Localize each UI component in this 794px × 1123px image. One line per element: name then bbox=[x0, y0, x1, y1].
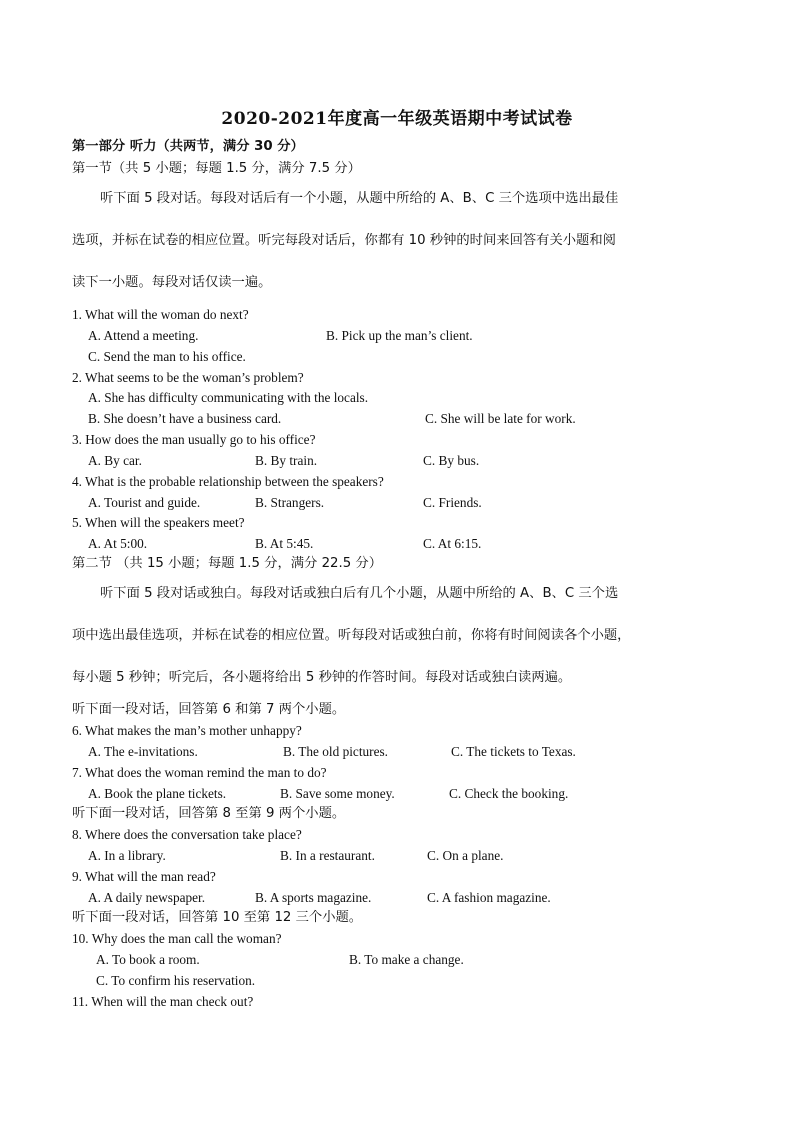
page-title: 2020-2021年度高一年级英语期中考试试卷 bbox=[221, 109, 573, 129]
option-3b: B. By train. bbox=[255, 453, 318, 468]
option-9c: C. A fashion magazine. bbox=[427, 890, 551, 905]
instruction-line: 听下面 5 段对话或独白。每段对话或独白后有几个小题，从题中所给的 A、B、C 三个选 bbox=[100, 586, 619, 601]
section2-instructions bbox=[72, 573, 732, 699]
option-2c: C. She will be late for work. bbox=[425, 411, 576, 426]
question-8: 8. Where does the conversation take place? bbox=[72, 827, 302, 842]
question-9: 9. What will the man read? bbox=[72, 869, 216, 884]
option-10b: B. To make a change. bbox=[349, 952, 464, 967]
instruction-line: 每小题 5 秒钟；听完后，各小题将给出 5 秒钟的作答时间。每段对话或独白读两遍。 bbox=[72, 670, 572, 685]
group-instruction-3: 听下面一段对话，回答第 10 至第 12 三个小题。 bbox=[72, 910, 363, 925]
question-1: 1. What will the woman do next? bbox=[72, 307, 249, 322]
question-3: 3. How does the man usually go to his office? bbox=[72, 432, 316, 447]
option-4b: B. Strangers. bbox=[255, 495, 325, 510]
option-9b: B. A sports magazine. bbox=[255, 890, 372, 905]
option-5a: A. At 5:00. bbox=[88, 536, 148, 551]
question-4: 4. What is the probable relationship between the speakers? bbox=[72, 474, 384, 489]
option-8b: B. In a restaurant. bbox=[280, 848, 375, 863]
option-2b: B. She doesn’t have a business card. bbox=[88, 411, 282, 426]
question-10: 10. Why does the man call the woman? bbox=[72, 931, 282, 946]
option-5b: B. At 5:45. bbox=[255, 536, 314, 551]
option-3a: A. By car. bbox=[88, 453, 142, 468]
question-6: 6. What makes the man’s mother unhappy? bbox=[72, 723, 302, 738]
option-7a: A. Book the plane tickets. bbox=[88, 786, 227, 801]
option-7b: B. Save some money. bbox=[280, 786, 395, 801]
option-9a: A. A daily newspaper. bbox=[88, 890, 206, 905]
option-6a: A. The e-invitations. bbox=[88, 744, 198, 759]
section1-instructions bbox=[72, 178, 732, 304]
instruction-line: 项中选出最佳选项，并标在试卷的相应位置。听每段对话或独白前，你将有时间阅读各个小题， bbox=[72, 628, 631, 643]
question-11: 11. When will the man check out? bbox=[72, 994, 254, 1009]
option-7c: C. Check the booking. bbox=[449, 786, 569, 801]
option-1b: B. Pick up the man’s client. bbox=[326, 328, 473, 343]
question-2: 2. What seems to be the woman’s problem? bbox=[72, 370, 304, 385]
option-3c: C. By bus. bbox=[423, 453, 480, 468]
option-6c: C. The tickets to Texas. bbox=[451, 744, 576, 759]
option-1c: C. Send the man to his office. bbox=[88, 349, 246, 364]
section2-heading: 第二节 （共 15 小题；每题 1.5 分，满分 22.5 分） bbox=[72, 556, 383, 571]
instruction-line: 读下一小题。每段对话仅读一遍。 bbox=[72, 275, 272, 290]
question-5: 5. When will the speakers meet? bbox=[72, 515, 245, 530]
instruction-line: 选项，并标在试卷的相应位置。听完每段对话后，你都有 10 秒钟的时间来回答有关小题和阅 bbox=[72, 233, 616, 248]
option-4a: A. Tourist and guide. bbox=[88, 495, 201, 510]
group-instruction-2: 听下面一段对话，回答第 8 至第 9 两个小题。 bbox=[72, 806, 346, 821]
part1-heading: 第一部分 听力（共两节，满分 30 分） bbox=[72, 139, 304, 154]
option-8c: C. On a plane. bbox=[427, 848, 504, 863]
option-8a: A. In a library. bbox=[88, 848, 166, 863]
option-6b: B. The old pictures. bbox=[283, 744, 389, 759]
option-4c: C. Friends. bbox=[423, 495, 482, 510]
option-10a: A. To book a room. bbox=[96, 952, 200, 967]
question-7: 7. What does the woman remind the man to do? bbox=[72, 765, 327, 780]
option-5c: C. At 6:15. bbox=[423, 536, 482, 551]
group-instruction-1: 听下面一段对话，回答第 6 和第 7 两个小题。 bbox=[72, 702, 346, 717]
section1-heading: 第一节（共 5 小题；每题 1.5 分，满分 7.5 分） bbox=[72, 161, 361, 176]
option-10c: C. To confirm his reservation. bbox=[96, 973, 256, 988]
instruction-line: 听下面 5 段对话。每段对话后有一个小题，从题中所给的 A、B、C 三个选项中选出最佳 bbox=[100, 191, 619, 206]
option-2a: A. She has difficulty communicating with the locals. bbox=[88, 390, 369, 405]
option-1a: A. Attend a meeting. bbox=[88, 328, 199, 343]
